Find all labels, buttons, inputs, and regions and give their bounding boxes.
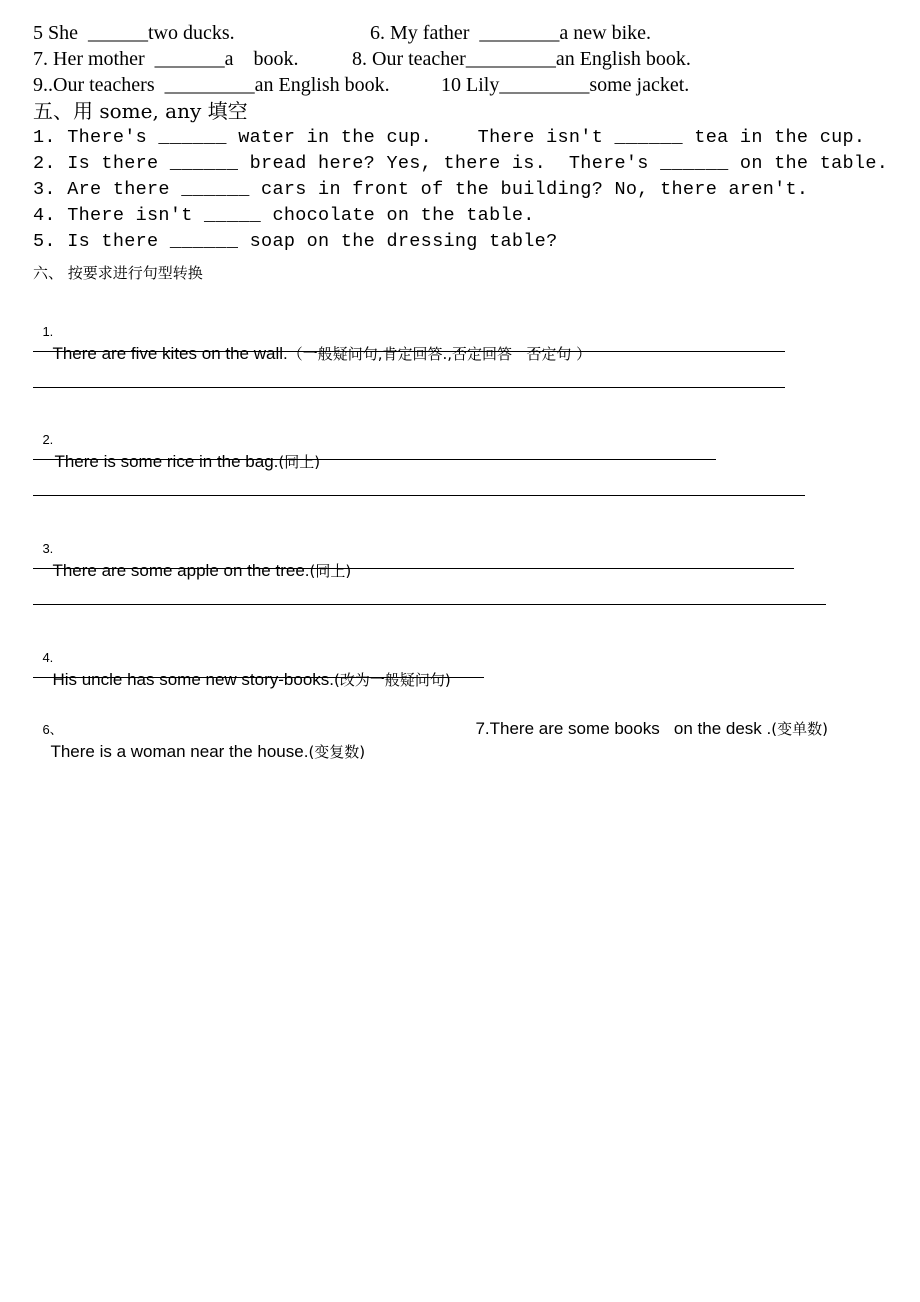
section5-item-2: 2. Is there ______ bread here? Yes, there is. There's ______ on the table. (33, 153, 889, 174)
question-number: 1. (42, 324, 54, 339)
question-text: There is a woman near the house. (50, 742, 309, 761)
answer-line[interactable] (33, 677, 484, 678)
fill-item-7: 7. Her mother _______a book. (33, 48, 299, 70)
fill-item-9: 9..Our teachers _________an English book. (33, 74, 390, 96)
section5-item-1: 1. There's ______ water in the cup. There isn't ______ tea in the cup. (33, 127, 866, 148)
fill-item-5: 5 She ______two ducks. (33, 22, 235, 44)
question-note: （一般疑问句,肯定回答.,否定回答 否定句 ） (287, 345, 592, 363)
question-2 (33, 406, 320, 473)
section5-item-4: 4. There isn't _____ chocolate on the table. (33, 205, 535, 226)
question-number: 3. (42, 541, 54, 556)
question-1 (33, 298, 591, 365)
section5-item-3: 3. Are there ______ cars in front of the building? No, there aren't. (33, 179, 809, 200)
question-6 (33, 696, 365, 763)
fill-item-6: 6. My father ________a new bike. (370, 22, 652, 44)
question-4 (33, 624, 451, 691)
answer-line[interactable] (33, 568, 794, 569)
answer-line[interactable] (33, 604, 826, 605)
answer-line[interactable] (33, 351, 785, 352)
question-text: There are some apple on the tree. (52, 561, 310, 580)
question-text: There are five kites on the wall. (52, 344, 288, 363)
question-note: (改为一般疑问句) (334, 671, 451, 689)
question-7 (466, 696, 828, 740)
question-text: 7.There are some books on the desk . (475, 719, 772, 738)
question-text: His uncle has some new story-books. (52, 670, 335, 689)
question-note: (同上) (278, 453, 321, 471)
question-3 (33, 515, 351, 582)
answer-line[interactable] (33, 459, 716, 460)
question-text: There is some rice in the bag. (54, 452, 279, 471)
question-number: 2. (42, 432, 54, 447)
question-note: (变复数) (308, 743, 366, 761)
section5-title: 五、用 some, any 填空 (33, 99, 248, 123)
question-note: (同上) (309, 562, 352, 580)
question-note: (变单数) (771, 720, 828, 738)
section5-item-5: 5. Is there ______ soap on the dressing table? (33, 231, 558, 252)
question-number: 4. (42, 650, 54, 665)
answer-line[interactable] (33, 495, 805, 496)
section6-title: 六、 按要求进行句型转换 (33, 264, 203, 282)
fill-item-10: 10 Lily_________some jacket. (441, 74, 690, 96)
question-number: 6、 (42, 722, 63, 737)
fill-item-8: 8. Our teacher_________an English book. (352, 48, 691, 70)
answer-line[interactable] (33, 387, 785, 388)
